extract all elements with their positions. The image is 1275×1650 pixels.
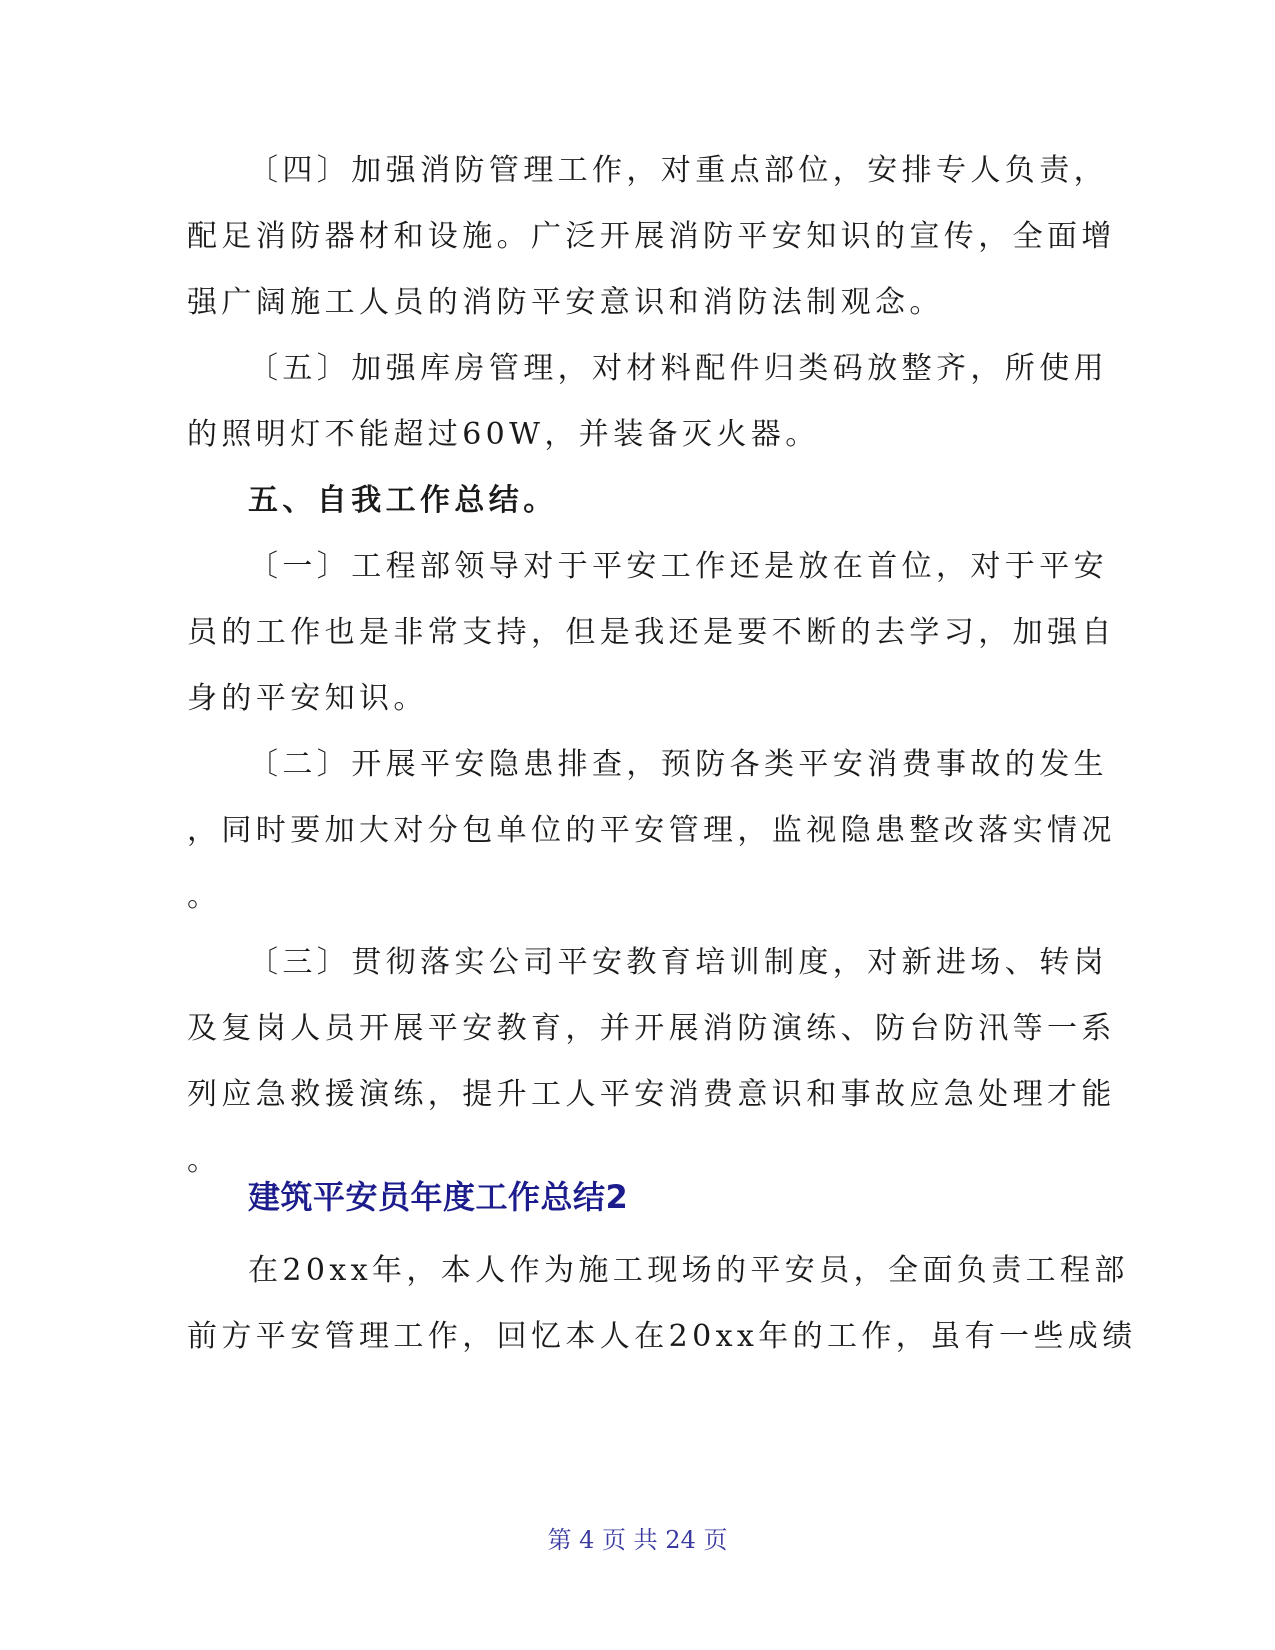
document-body — [187, 138, 1116, 1194]
paragraph-line: 〔二〕开展平安隐患排查，预防各类平安消费事故的发生 — [248, 747, 1108, 782]
paragraph-line: 在20xx年，本人作为施工现场的平安员，全面负责工程部 — [248, 1253, 1129, 1288]
paragraph-line: 强广阔施工人员的消防平安意识和消防法制观念。 — [187, 285, 944, 320]
paragraph-line: 。 — [187, 879, 222, 914]
paragraph-line: 。 — [187, 1143, 222, 1178]
paragraph-line: 〔三〕贯彻落实公司平安教育培训制度，对新进场、转岗 — [248, 945, 1108, 980]
paragraph-line: ，同时要加大对分包单位的平安管理，监视隐患整改落实情况 — [187, 813, 1116, 848]
document-section-title: 建筑平安员年度工作总结2 — [248, 1178, 629, 1216]
paragraph-line: 〔五〕加强库房管理，对材料配件归类码放整齐，所使用 — [248, 351, 1108, 386]
paragraph-line: 及复岗人员开展平安教育，并开展消防演练、防台防汛等一系 — [187, 1011, 1116, 1046]
paragraph-line: 配足消防器材和设施。广泛开展消防平安知识的宣传，全面增 — [187, 219, 1116, 254]
paragraph-line: 〔一〕工程部领导对于平安工作还是放在首位，对于平安 — [248, 549, 1108, 584]
paragraph-line: 前方平安管理工作，回忆本人在20xx年的工作，虽有一些成绩 — [187, 1319, 1137, 1354]
paragraph-line: 的照明灯不能超过60W，并装备灭火器。 — [187, 417, 820, 452]
paragraph-line: 〔四〕加强消防管理工作，对重点部位，安排专人负责， — [248, 153, 1108, 188]
paragraph-line: 身的平安知识。 — [187, 681, 428, 716]
page-number-footer: 第 4 页 共 24 页 — [547, 1526, 728, 1554]
intro-paragraph — [187, 1238, 1137, 1370]
section-heading: 五、自我工作总结。 — [248, 483, 558, 518]
paragraph-line: 列应急救援演练，提升工人平安消费意识和事故应急处理才能 — [187, 1077, 1116, 1112]
paragraph-line: 员的工作也是非常支持，但是我还是要不断的去学习，加强自 — [187, 615, 1116, 650]
